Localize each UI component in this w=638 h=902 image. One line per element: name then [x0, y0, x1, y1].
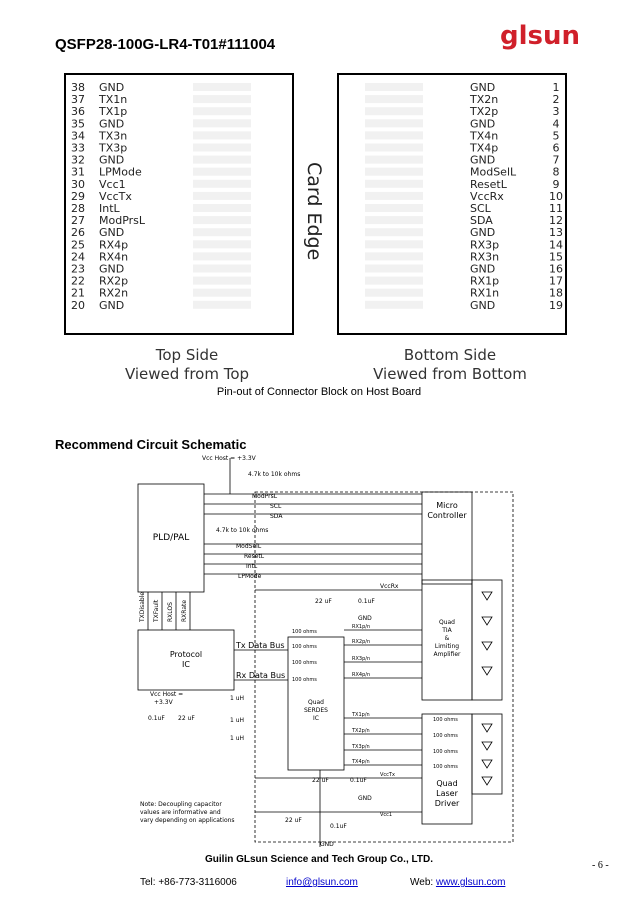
tx3-label: TX3p/n: [352, 744, 370, 750]
tia-label-4: Limiting: [434, 643, 460, 650]
resistor-top-label: 4.7k to 10k ohms: [248, 471, 301, 478]
bottom-pin-number: 4: [552, 117, 560, 131]
top-pin-contact: [193, 107, 251, 115]
bottom-pin-number: 14: [549, 238, 563, 252]
laser-label-2: Laser: [436, 789, 458, 798]
top-pin-number: 21: [71, 286, 85, 300]
logo-text: glsun: [500, 21, 581, 50]
sig-scl: SCL: [270, 503, 282, 510]
serdes-label-1: Quad: [307, 699, 325, 706]
vcc-host-low-1: Vcc Host =: [150, 691, 184, 698]
top-pin-contact: [193, 277, 251, 285]
bottom-pin-row: [365, 142, 560, 155]
module-outline: [255, 492, 513, 842]
top-pin-number: 32: [71, 153, 85, 167]
top-pin-contact: [193, 301, 251, 309]
bottom-pin-name: GND: [470, 117, 496, 131]
sig-resetl: ResetL: [244, 553, 265, 560]
bottom-pin-contact: [365, 252, 423, 260]
top-pin-number: 24: [71, 250, 85, 264]
top-pin-contact: [193, 144, 251, 152]
bottom-pin-number: 8: [552, 165, 560, 179]
top-pin-contact: [193, 156, 251, 164]
laser-label-3: Driver: [434, 799, 460, 808]
sig-lpmode: LPMode: [238, 573, 262, 580]
top-pin-name: GND: [99, 226, 125, 240]
inductor-label-3: 1 uH: [230, 735, 245, 742]
top-pin-number: 38: [71, 81, 85, 94]
figure-caption: Pin-out of Connector Block on Host Board: [216, 386, 422, 398]
bottom-pin-contact: [365, 301, 423, 309]
bottom-pin-row: [365, 250, 563, 263]
bottom-pin-number: 18: [549, 286, 563, 300]
top-pin-row: [71, 263, 251, 276]
bottom-pin-row: [365, 81, 560, 94]
top-side-sublabel: Viewed from Top: [124, 365, 250, 383]
top-pin-number: 37: [71, 93, 85, 107]
section-title: Recommend Circuit Schematic: [55, 437, 247, 452]
bottom-pin-name: RX1p: [470, 274, 500, 288]
bottom-pin-number: 1: [552, 81, 560, 94]
bottom-pin-contact: [365, 131, 423, 139]
bottom-pin-contact: [365, 277, 423, 285]
bottom-pin-row: [365, 190, 563, 203]
top-pin-contact: [193, 95, 251, 103]
top-pin-name: IntL: [99, 202, 120, 215]
bottom-pin-name: RX3p: [470, 238, 500, 252]
bottom-pin-list: [365, 81, 563, 312]
bottom-pin-row: [365, 93, 560, 106]
gnd-tx: GND: [358, 795, 372, 802]
top-pin-number: 30: [71, 177, 85, 191]
top-pin-name: Vcc1: [99, 177, 126, 191]
top-pin-name: GND: [99, 298, 125, 312]
tx-diode-column: [472, 714, 502, 794]
bottom-pin-name: ModSelL: [470, 165, 517, 179]
bottom-pin-contact: [365, 289, 423, 297]
bottom-pin-name: TX4n: [470, 129, 499, 143]
top-pin-number: 29: [71, 189, 85, 203]
gnd-vcc1: GND: [320, 841, 334, 848]
bottom-pin-contact: [365, 228, 423, 236]
footer-web: [410, 877, 505, 888]
top-pin-contact: [193, 216, 251, 224]
top-pin-row: [71, 238, 251, 251]
top-pin-row: [71, 226, 251, 239]
top-pin-row: [71, 154, 251, 167]
bottom-pin-row: [365, 117, 560, 130]
bottom-pin-name: TX4p: [470, 141, 499, 155]
sig-intl: IntL: [246, 563, 258, 570]
top-pin-row: [71, 129, 251, 142]
bottom-pin-row: [365, 178, 560, 191]
micro-label-2: Controller: [427, 511, 467, 520]
bottom-pin-row: [365, 214, 563, 227]
bottom-pin-name: SDA: [470, 214, 493, 228]
bottom-pin-name: TX2p: [470, 105, 499, 119]
vccrx-label: VccRx: [380, 583, 399, 590]
tx-bus-label: Tx Data Bus: [236, 641, 285, 650]
bottom-pin-name: RX3n: [470, 250, 500, 264]
bottom-pin-contact: [365, 144, 423, 152]
top-pin-contact: [193, 204, 251, 212]
top-pin-contact: [193, 192, 251, 200]
bottom-pin-contact: [365, 204, 423, 212]
top-pin-number: 26: [71, 226, 85, 240]
note-line-1: Note: Decoupling capacitor: [140, 801, 222, 808]
bottom-pin-number: 10: [549, 189, 563, 203]
ohm-label-1: 100 ohms: [292, 629, 317, 635]
bottom-pin-row: [365, 275, 563, 288]
inductor-label-1: 1 uH: [230, 695, 245, 702]
vcctx-label: VccTx: [380, 772, 395, 778]
bottom-pin-number: 2: [552, 93, 560, 107]
circuit-schematic: [130, 452, 520, 852]
tx1-label: TX1p/n: [352, 712, 370, 718]
top-pin-contact: [193, 119, 251, 127]
pld-pal-label: PLD/PAL: [152, 533, 190, 543]
page-number: - 6 -: [592, 860, 609, 871]
bottom-pin-name: RX1n: [470, 286, 500, 300]
ohm-label-4: 100 ohms: [292, 677, 317, 683]
bottom-pin-contact: [365, 265, 423, 273]
tx-ohm-label-3: 100 ohms: [433, 749, 458, 755]
bottom-pin-row: [365, 154, 560, 167]
top-pin-row: [71, 142, 251, 155]
glsun-logo: [500, 20, 590, 55]
top-pin-name: RX4n: [99, 250, 129, 264]
top-pin-number: 28: [71, 202, 85, 215]
bottom-pin-number: 15: [549, 250, 563, 264]
bottom-pin-row: [365, 202, 563, 215]
bottom-pin-contact: [365, 180, 423, 188]
bottom-pin-name: GND: [470, 226, 496, 240]
top-pin-row: [71, 178, 251, 191]
bottom-pin-row: [365, 287, 563, 300]
rx4-label: RX4p/n: [352, 672, 371, 678]
bottom-pin-contact: [365, 95, 423, 103]
bottom-pin-name: VccRx: [470, 189, 504, 203]
top-pin-number: 23: [71, 262, 85, 276]
serdes-label-2: SERDES: [304, 707, 328, 714]
top-pin-contact: [193, 228, 251, 236]
tia-label-1: Quad: [438, 619, 456, 626]
top-pin-contact: [193, 240, 251, 248]
top-pin-row: [71, 166, 251, 179]
serdes-label-3: IC: [313, 715, 319, 722]
top-pin-number: 34: [71, 129, 85, 143]
top-pin-row: [71, 287, 251, 300]
bottom-pin-name: GND: [470, 153, 496, 167]
top-pin-row: [71, 190, 251, 203]
top-pin-name: RX2n: [99, 286, 129, 300]
txdisable-label: TXDisable: [139, 591, 146, 622]
bottom-pin-name: TX2n: [470, 93, 499, 107]
cap-01uf-label: 0.1uF: [358, 598, 375, 605]
rx2-label: RX2p/n: [352, 639, 371, 645]
top-pin-contact: [193, 265, 251, 273]
tia-label-2: TIA: [442, 627, 452, 634]
top-pin-name: GND: [99, 153, 125, 167]
tx-ohm-label-4: 100 ohms: [433, 764, 458, 770]
bottom-pin-number: 7: [552, 153, 560, 167]
cap-22uf-tx: 22 uF: [312, 777, 329, 784]
top-pin-row: [71, 299, 251, 312]
gnd-label: GND: [358, 615, 372, 622]
bottom-pin-number: 16: [549, 262, 563, 276]
vcc1-label: Vcc1: [380, 812, 393, 818]
top-pin-number: 36: [71, 105, 85, 119]
top-pin-row: [71, 117, 251, 130]
cap-01uf-low: 0.1uF: [148, 715, 165, 722]
tia-label-5: Amplifier: [433, 651, 461, 658]
txfault-label: TXFault: [153, 599, 160, 622]
top-pin-name: RX4p: [99, 238, 129, 252]
bottom-pin-number: 13: [549, 226, 563, 240]
top-pin-name: VccTx: [99, 189, 132, 203]
top-pin-name: TX3n: [99, 129, 128, 143]
top-pin-row: [71, 93, 251, 106]
top-pin-name: GND: [99, 117, 125, 131]
bottom-pin-contact: [365, 156, 423, 164]
rx3-label: RX3p/n: [352, 656, 371, 662]
bottom-pin-number: 9: [552, 177, 560, 191]
rx-diode-column: [472, 580, 502, 700]
bottom-pin-name: GND: [470, 262, 496, 276]
bottom-pin-row: [365, 226, 563, 239]
bottom-pin-contact: [365, 83, 423, 91]
top-pin-row: [71, 214, 251, 227]
pinout-figure: [60, 70, 580, 385]
top-pin-name: LPMode: [99, 165, 142, 179]
top-pin-row: [71, 202, 251, 215]
bottom-pin-row: [365, 238, 563, 251]
rxlos-label: RXLOS: [167, 602, 174, 622]
tx-ohm-label-1: 100 ohms: [433, 717, 458, 723]
top-pin-number: 31: [71, 165, 85, 179]
top-pin-contact: [193, 83, 251, 91]
bottom-pin-number: 11: [549, 202, 563, 215]
rxrate-label: RXRate: [181, 599, 188, 622]
bottom-pin-name: GND: [470, 298, 496, 312]
top-pin-contact: [193, 180, 251, 188]
bottom-pin-name: ResetL: [470, 177, 507, 191]
note-line-2: values are informative and: [140, 809, 221, 816]
top-pin-name: TX1p: [99, 105, 128, 119]
top-pin-number: 27: [71, 214, 85, 228]
bottom-pin-name: SCL: [470, 202, 491, 215]
sig-sda: SDA: [270, 513, 283, 520]
top-pin-number: 35: [71, 117, 85, 131]
protocol-label-1: Protocol: [169, 650, 203, 659]
footer-tel: Tel: +86-773-3116006: [140, 877, 237, 888]
note-line-3: vary depending on applications: [140, 817, 235, 824]
bottom-pin-number: 17: [549, 274, 563, 288]
bottom-pin-row: [365, 129, 560, 142]
bottom-pin-contact: [365, 168, 423, 176]
bottom-pin-row: [365, 263, 563, 276]
top-pin-name: GND: [99, 262, 125, 276]
bottom-pin-name: GND: [470, 81, 496, 94]
bottom-pin-number: 12: [549, 214, 563, 228]
resistor-mid-label: 4.7k to 10k ohms: [216, 527, 269, 534]
top-pin-number: 25: [71, 238, 85, 252]
bottom-pin-contact: [365, 107, 423, 115]
rx-bus-label: Rx Data Bus: [236, 671, 286, 680]
document-title: QSFP28-100G-LR4-T01#111004: [55, 36, 276, 53]
card-edge-label: Card Edge: [303, 162, 325, 261]
top-pin-name: ModPrsL: [99, 214, 146, 228]
bottom-pin-row: [365, 166, 560, 179]
protocol-label-2: IC: [182, 660, 190, 669]
bottom-side-sublabel: Viewed from Bottom: [373, 365, 527, 383]
bottom-pin-row: [365, 105, 560, 118]
footer-company: Guilin GLsun Science and Tech Group Co., LTD.: [205, 854, 433, 865]
bottom-pin-contact: [365, 119, 423, 127]
top-pin-number: 33: [71, 141, 85, 155]
tia-label-3: &: [444, 635, 450, 642]
ohm-label-3: 100 ohms: [292, 660, 317, 666]
sig-modsell: ModSelL: [236, 543, 262, 550]
vcc-host-top: Vcc Host = +3.3V: [202, 455, 256, 462]
top-pin-contact: [193, 131, 251, 139]
footer-email-link[interactable]: info@glsun.com: [286, 877, 358, 888]
bottom-pin-row: [365, 299, 563, 312]
sig-modprsl: ModPrsL: [252, 493, 278, 500]
tx-ohm-label-2: 100 ohms: [433, 733, 458, 739]
top-pin-name: TX1n: [99, 93, 128, 107]
vcc-host-low-2: +3.3V: [154, 699, 173, 706]
top-pin-contact: [193, 168, 251, 176]
bottom-pin-number: 5: [552, 129, 560, 143]
tx2-label: TX2p/n: [352, 728, 370, 734]
micro-label-1: Micro: [436, 501, 458, 510]
top-pin-number: 22: [71, 274, 85, 288]
footer-web-link[interactable]: www.glsun.com: [435, 877, 506, 888]
top-pin-contact: [193, 289, 251, 297]
top-pin-number: 20: [71, 298, 85, 312]
cap-01uf-tx: 0.1uF: [350, 777, 367, 784]
cap-01uf-vcc1: 0.1uF: [330, 823, 347, 830]
top-pin-list: [71, 81, 251, 312]
laser-label-1: Quad: [436, 779, 458, 788]
top-pin-row: [71, 275, 251, 288]
ohm-label-2: 100 ohms: [292, 644, 317, 650]
cap-22uf-vcc1: 22 uF: [285, 817, 302, 824]
cap-22uf-label: 22 uF: [315, 598, 332, 605]
top-pin-name: TX3p: [99, 141, 128, 155]
top-pin-row: [71, 81, 251, 94]
inductor-label-2: 1 uH: [230, 717, 245, 724]
bottom-pin-contact: [365, 240, 423, 248]
top-pin-row: [71, 250, 251, 263]
bottom-pin-number: 3: [552, 105, 560, 119]
top-pin-name: RX2p: [99, 274, 129, 288]
top-pin-contact: [193, 252, 251, 260]
tx4-label: TX4p/n: [352, 759, 370, 765]
cap-22uf-low: 22 uF: [178, 715, 195, 722]
bottom-side-label: Bottom Side: [403, 346, 497, 364]
top-pin-name: GND: [99, 81, 125, 94]
bottom-pin-contact: [365, 192, 423, 200]
footer-web-label: Web:: [410, 877, 434, 888]
bottom-pin-contact: [365, 216, 423, 224]
top-pin-row: [71, 105, 251, 118]
rx1-label: RX1p/n: [352, 624, 371, 630]
bottom-pin-number: 6: [552, 141, 560, 155]
bottom-pin-number: 19: [549, 298, 563, 312]
top-side-label: Top Side: [155, 346, 219, 364]
